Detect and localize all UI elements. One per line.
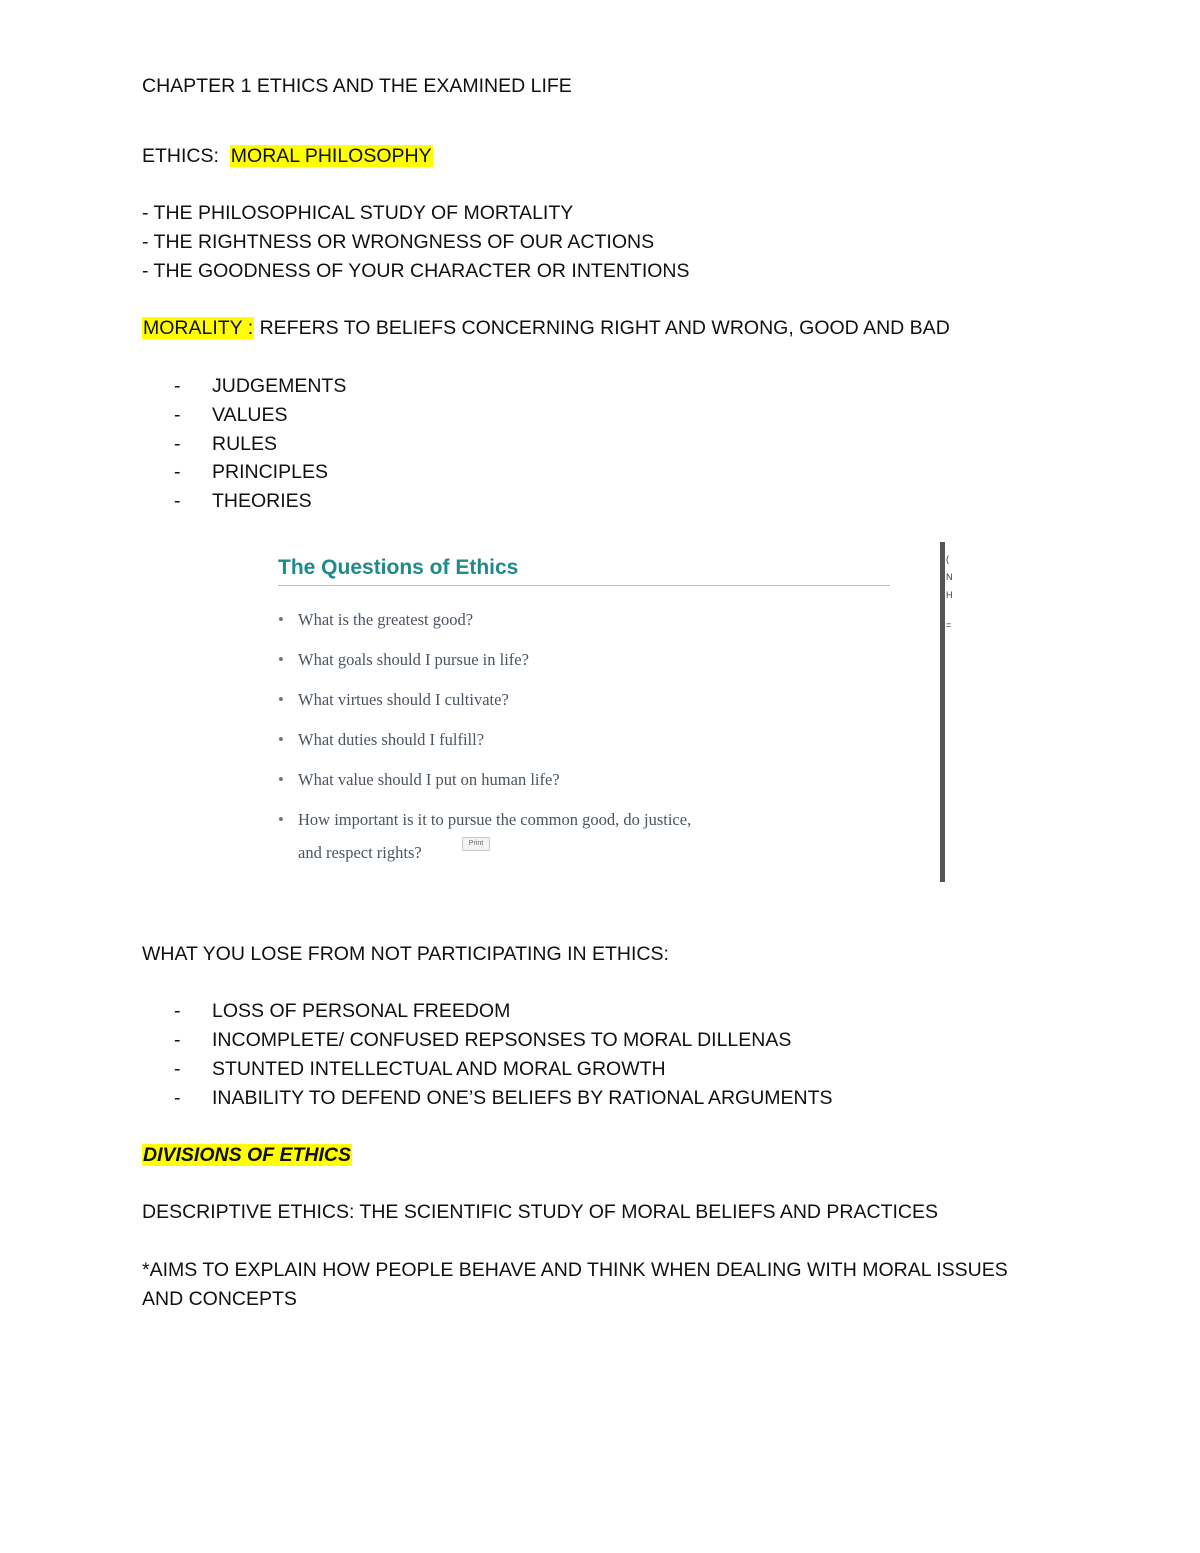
list-dash: - [174, 375, 181, 397]
bullet-icon: • [278, 770, 284, 789]
figure-question [278, 770, 560, 790]
figure-question-text: What value should I put on human life? [298, 770, 560, 789]
list-item-text: RULES [212, 433, 278, 455]
list-item-text: STUNTED INTELLECTUAL AND MORAL GROWTH [212, 1058, 666, 1080]
divisions-heading-text: DIVISIONS OF ETHICS [143, 1144, 352, 1166]
cropped-text-fragment: N [946, 572, 953, 582]
morality-text: REFERS TO BELIEFS CONCERNING RIGHT AND WRONG, GOOD AND BAD [254, 317, 950, 339]
morality-definition [142, 316, 950, 340]
cropped-text-fragment: ( [946, 554, 949, 564]
list-dash: - [174, 490, 181, 512]
figure-question [278, 730, 484, 750]
list-dash: - [174, 404, 181, 426]
ethics-point: - THE RIGHTNESS OR WRONGNESS OF OUR ACTIONS [142, 231, 655, 253]
figure-question-text: How important is it to pursue the common good, do justice, [298, 810, 692, 829]
ethics-point: - THE GOODNESS OF YOUR CHARACTER OR INTENTIONS [142, 260, 690, 282]
list-item-text: INABILITY TO DEFEND ONE’S BELIEFS BY RATIONAL ARGUMENTS [212, 1087, 833, 1109]
figure-question [278, 650, 529, 670]
divisions-heading [142, 1143, 352, 1167]
figure-question-text: What goals should I pursue in life? [298, 650, 529, 669]
bullet-icon: • [278, 730, 284, 749]
aims-line: AND CONCEPTS [142, 1288, 297, 1310]
figure-question-text: What is the greatest good? [298, 610, 474, 629]
figure-scrollbar[interactable] [940, 542, 945, 882]
figure-title: The Questions of Ethics [278, 556, 519, 579]
descriptive-ethics: DESCRIPTIVE ETHICS: THE SCIENTIFIC STUDY OF MORAL BELIEFS AND PRACTICES [142, 1201, 939, 1223]
morality-label: MORALITY : [143, 317, 254, 339]
list-dash: - [174, 1029, 181, 1051]
list-dash: - [174, 1000, 181, 1022]
ethics-definition [142, 144, 433, 168]
aims-line: *AIMS TO EXPLAIN HOW PEOPLE BEHAVE AND THINK WHEN DEALING WITH MORAL ISSUES [142, 1259, 1008, 1281]
list-dash: - [174, 433, 181, 455]
ethics-label: ETHICS: [142, 145, 219, 167]
figure-question-continuation: and respect rights? [298, 843, 422, 862]
figure-question [278, 610, 473, 630]
list-dash: - [174, 461, 181, 483]
list-item-text: LOSS OF PERSONAL FREEDOM [212, 1000, 511, 1022]
ethics-highlight: MORAL PHILOSOPHY [230, 145, 432, 167]
figure-question [278, 810, 691, 830]
list-dash: - [174, 1087, 181, 1109]
cropped-text-fragment: = [946, 620, 952, 630]
ethics-point: - THE PHILOSOPHICAL STUDY OF MORTALITY [142, 202, 574, 224]
cropped-text-fragment: H [946, 590, 953, 600]
list-dash: - [174, 1058, 181, 1080]
bullet-icon: • [278, 610, 284, 629]
list-item-text: JUDGEMENTS [212, 375, 347, 397]
bullet-icon: • [278, 650, 284, 669]
print-button[interactable]: Print [462, 837, 490, 851]
list-item-text: INCOMPLETE/ CONFUSED REPSONSES TO MORAL DILLENAS [212, 1029, 792, 1051]
figure-question-text: What duties should I fulfill? [298, 730, 485, 749]
list-item-text: THEORIES [212, 490, 312, 512]
lose-heading: WHAT YOU LOSE FROM NOT PARTICIPATING IN ETHICS: [142, 943, 669, 965]
bullet-icon: • [278, 690, 284, 709]
list-item-text: PRINCIPLES [212, 461, 328, 483]
figure-divider [278, 585, 890, 586]
bullet-icon: • [278, 810, 284, 829]
list-item-text: VALUES [212, 404, 288, 426]
figure-question-text: What virtues should I cultivate? [298, 690, 509, 709]
questions-of-ethics-figure [262, 540, 952, 883]
page-title: CHAPTER 1 ETHICS AND THE EXAMINED LIFE [142, 75, 572, 97]
figure-question [278, 690, 509, 710]
